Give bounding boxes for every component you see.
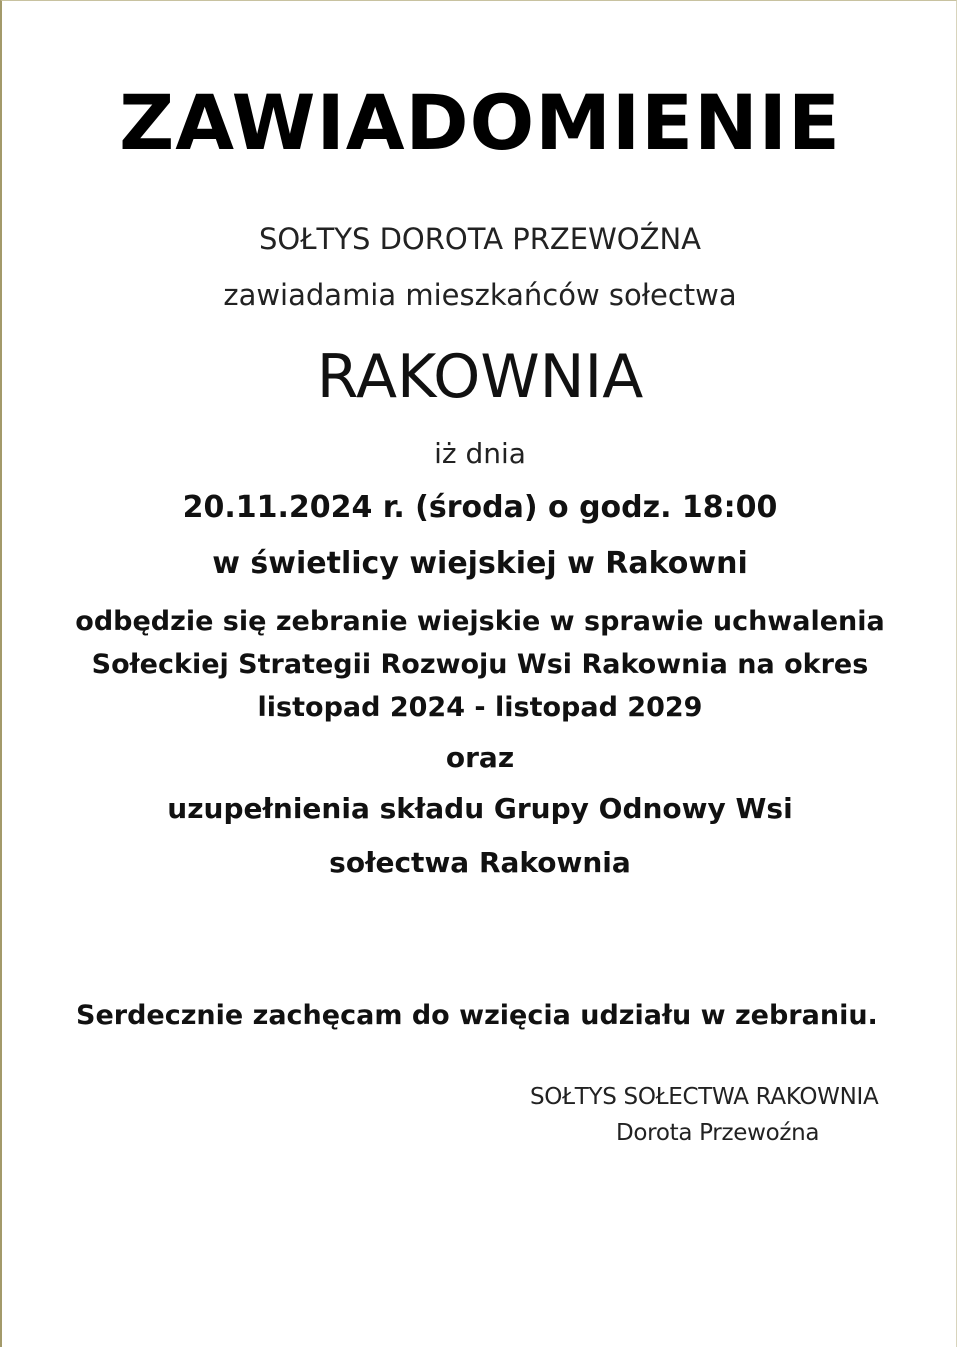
group-line-2: sołectwa Rakownia — [329, 846, 631, 879]
signature-name: Dorota Przewoźna — [616, 1120, 820, 1146]
group-line-1: uzupełnienia składu Grupy Odnowy Wsi — [167, 792, 793, 825]
invitation-text: Serdecznie zachęcam do wzięcia udziału w zebraniu. — [76, 1000, 878, 1031]
informs-line: zawiadamia mieszkańców sołectwa — [223, 278, 737, 312]
meeting-place: w świetlicy wiejskiej w Rakowni — [212, 546, 748, 581]
issuer-line: SOŁTYS DOROTA PRZEWOŹNA — [259, 222, 701, 256]
purpose-line-2: Sołeckiej Strategii Rozwoju Wsi Rakownia na okres — [91, 649, 869, 680]
signature-title: SOŁTYS SOŁECTWA RAKOWNIA — [530, 1084, 879, 1110]
purpose-line-3: listopad 2024 - listopad 2029 — [257, 692, 703, 723]
purpose-line-1: odbędzie się zebranie wiejskie w sprawie uchwalenia — [75, 606, 885, 637]
meeting-purpose — [0, 600, 960, 729]
and-line: oraz — [445, 741, 515, 774]
village-name: RAKOWNIA — [316, 342, 644, 412]
meeting-date-time: 20.11.2024 r. (środa) o godz. 18:00 — [182, 490, 778, 525]
on-day-line: iż dnia — [434, 437, 526, 470]
notice-title: ZAWIADOMIENIE — [119, 78, 841, 167]
